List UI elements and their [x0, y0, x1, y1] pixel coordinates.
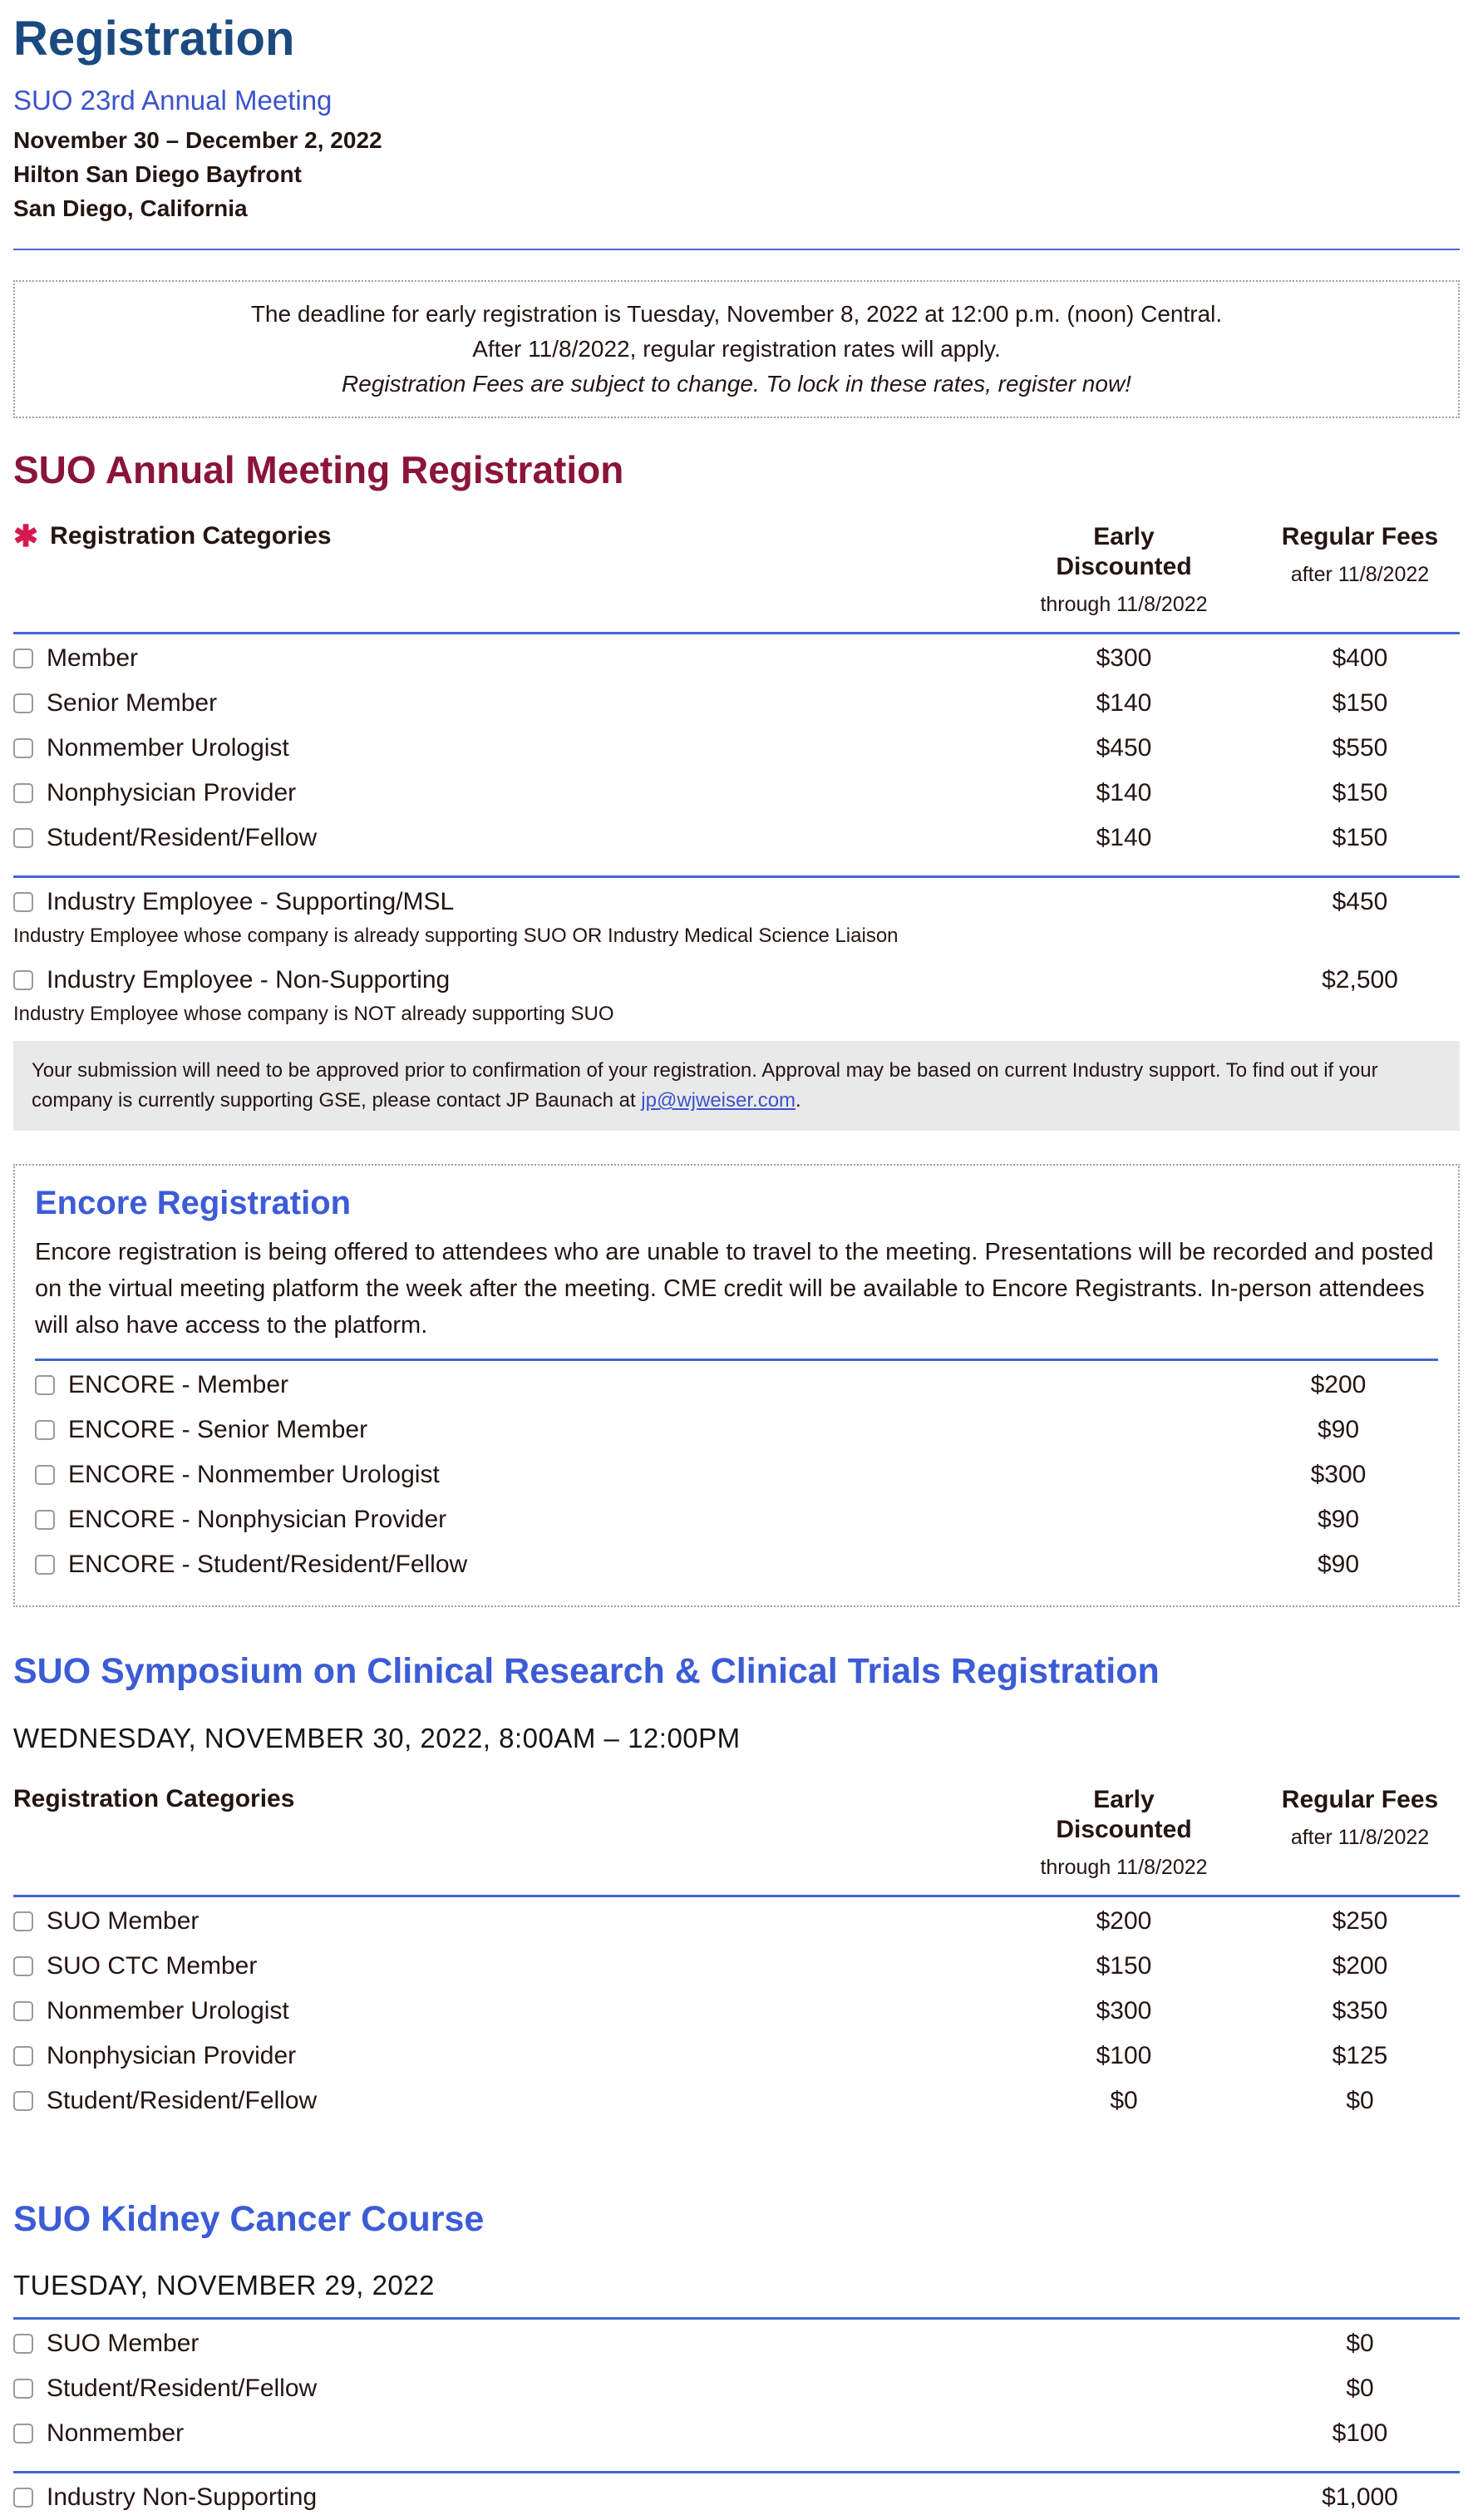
regular-fee: $90 — [1317, 1506, 1360, 1533]
table-divider — [13, 2317, 1460, 2320]
contact-email-link[interactable]: jp@wjweiser.com — [641, 1089, 796, 1112]
regular-fee: $150 — [1332, 824, 1388, 851]
category-label: Industry Non-Supporting — [47, 2483, 318, 2512]
category-checkbox[interactable] — [13, 1956, 33, 1976]
early-discounted-fee: $100 — [1096, 2041, 1152, 2069]
category-checkbox[interactable] — [13, 2379, 33, 2399]
category-label: Nonmember Urologist — [47, 1996, 289, 2024]
category-checkbox[interactable] — [35, 1465, 55, 1485]
category-description: Industry Employee whose company is NOT already supporting SUO — [13, 1003, 614, 1025]
category-label: Student/Resident/Fellow — [47, 824, 318, 851]
regular-fee: $0 — [1346, 2375, 1374, 2403]
fee-table-row — [13, 2034, 1460, 2079]
early-discounted-fee: $300 — [1096, 1996, 1152, 2024]
regular-fee: $90 — [1317, 1416, 1360, 1443]
annual-meeting-section — [13, 448, 1460, 1131]
required-asterisk-icon: ✱ — [13, 519, 39, 553]
kidney-industry-fee-rows — [13, 2475, 1460, 2520]
category-description: Industry Employee whose company is already supporting SUO OR Industry Medical Science Liaison — [13, 925, 899, 947]
fee-table-row — [13, 2321, 1460, 2366]
category-label: ENCORE - Nonphysician Provider — [68, 1506, 447, 1533]
category-label: ENCORE - Senior Member — [68, 1416, 368, 1443]
table-divider — [13, 1895, 1460, 1897]
regular-fees-column-header: Regular Fees after 11/8/2022 — [1281, 1785, 1439, 1849]
fee-table-row — [35, 1497, 1438, 1542]
category-checkbox[interactable] — [13, 2046, 33, 2066]
fee-table-row — [13, 2366, 1460, 2411]
category-checkbox[interactable] — [13, 738, 33, 758]
annual-fee-header — [13, 519, 1460, 617]
regular-fee: $0 — [1346, 2330, 1374, 2358]
symposium-fee-rows — [13, 1899, 1460, 2123]
encore-heading: Encore Registration — [35, 1185, 352, 1221]
categories-column-header — [13, 519, 1024, 553]
category-checkbox[interactable] — [13, 2488, 33, 2508]
regular-fee: $350 — [1332, 1996, 1388, 2024]
category-checkbox[interactable] — [13, 648, 33, 668]
fee-table-row-group — [13, 880, 1460, 948]
industry-fee-rows — [13, 880, 1460, 1026]
regular-fee: $2,500 — [1322, 966, 1398, 994]
fee-table-row — [13, 958, 1460, 1003]
fee-table-row — [13, 2079, 1460, 2123]
event-dates: November 30 – December 2, 2022 — [13, 127, 382, 153]
early-discounted-fee: $140 — [1096, 779, 1152, 806]
category-label: Member — [47, 644, 139, 672]
category-label: ENCORE - Nonmember Urologist — [68, 1461, 440, 1488]
symposium-section — [13, 1650, 1460, 2123]
fee-table-row — [35, 1452, 1438, 1497]
kidney-course-heading: SUO Kidney Cancer Course — [13, 2198, 485, 2239]
fee-table-row — [13, 771, 1460, 816]
early-discounted-column-header: Early Discounted through 11/8/2022 — [1040, 1785, 1208, 1879]
category-checkbox[interactable] — [13, 693, 33, 713]
regular-fee: $250 — [1332, 1906, 1388, 1935]
kidney-course-schedule: TUESDAY, NOVEMBER 29, 2022 — [13, 2270, 435, 2301]
category-label: Nonphysician Provider — [47, 2041, 297, 2069]
fee-table-row — [13, 636, 1460, 681]
regular-fee: $300 — [1310, 1461, 1367, 1488]
category-label: Student/Resident/Fellow — [47, 2086, 318, 2114]
fee-table-row — [13, 1989, 1460, 2034]
table-divider — [13, 875, 1460, 878]
categories-header-label: Registration Categories — [13, 1784, 295, 1812]
deadline-notice — [13, 280, 1460, 418]
regular-fee: $200 — [1310, 1371, 1367, 1398]
category-checkbox[interactable] — [13, 1911, 33, 1931]
fee-table-row — [35, 1363, 1438, 1408]
category-checkbox[interactable] — [13, 828, 33, 848]
fee-table-row — [13, 2411, 1460, 2456]
page-title: Registration — [13, 12, 295, 66]
regular-fee: $125 — [1332, 2041, 1388, 2069]
category-checkbox[interactable] — [13, 783, 33, 803]
approval-note-text: Your submission will need to be approved prior to confirmation of your registration. Approval may be based on current Industry support. To find out if your company is currently supporting GSE, please contact JP Baunach at — [32, 1059, 1378, 1112]
category-checkbox[interactable] — [35, 1510, 55, 1530]
regular-fee: $150 — [1332, 779, 1388, 806]
early-discounted-fee: $140 — [1096, 689, 1152, 717]
table-divider — [13, 632, 1460, 634]
category-label: ENCORE - Member — [68, 1371, 289, 1398]
category-label: Nonmember Urologist — [47, 734, 289, 762]
deadline-line-1: The deadline for early registration is Tuesday, November 8, 2022 at 12:00 p.m. (noon) Central. — [250, 301, 1223, 327]
regular-fee: $550 — [1332, 734, 1388, 762]
category-checkbox[interactable] — [35, 1375, 55, 1395]
kidney-course-section — [13, 2198, 1460, 2520]
encore-description: Encore registration is being offered to attendees who are unable to travel to the meeting. Presentations will be recorded and posted on the virtual meeting platform the week after the meeting. CME credit will be available to Encore Registrants. In-person attendees will also have access to the platform. — [35, 1239, 1434, 1339]
event-name-link[interactable]: SUO 23rd Annual Meeting — [13, 85, 333, 116]
early-discounted-fee: $200 — [1096, 1906, 1152, 1935]
annual-meeting-heading: SUO Annual Meeting Registration — [13, 448, 624, 491]
fee-table-row — [35, 1542, 1438, 1587]
regular-fee: $1,000 — [1322, 2483, 1398, 2512]
early-discounted-fee: $150 — [1096, 1951, 1152, 1980]
event-venue: Hilton San Diego Bayfront — [13, 161, 302, 187]
symposium-heading: SUO Symposium on Clinical Research & Clinical Trials Registration — [13, 1651, 1160, 1691]
deadline-line-3: Registration Fees are subject to change. To lock in these rates, register now! — [342, 371, 1131, 397]
industry-approval-note — [13, 1041, 1460, 1131]
regular-fee: $0 — [1346, 2086, 1374, 2114]
fee-table-row — [13, 1899, 1460, 1944]
category-label: Nonphysician Provider — [47, 779, 297, 806]
fee-table-row — [13, 1944, 1460, 1989]
symposium-schedule: WEDNESDAY, NOVEMBER 30, 2022, 8:00AM – 12:00PM — [13, 1722, 741, 1753]
kidney-fee-rows — [13, 2321, 1460, 2456]
header-divider — [13, 249, 1460, 250]
regular-fees-column-header: Regular Fees after 11/8/2022 — [1281, 523, 1439, 586]
category-checkbox[interactable] — [13, 2424, 33, 2444]
fee-table-row — [13, 816, 1460, 861]
encore-fee-rows — [35, 1363, 1438, 1587]
fee-table-row-group — [13, 958, 1460, 1026]
early-discounted-fee: $140 — [1096, 824, 1152, 851]
category-checkbox[interactable] — [13, 2001, 33, 2021]
category-label: Industry Employee - Supporting/MSL — [47, 888, 455, 915]
category-label: Senior Member — [47, 689, 218, 717]
table-divider — [35, 1359, 1438, 1361]
category-label: Industry Employee - Non-Supporting — [47, 966, 451, 994]
regular-fee: $200 — [1332, 1951, 1388, 1980]
category-label: Nonmember — [47, 2419, 185, 2448]
category-checkbox[interactable] — [35, 1420, 55, 1440]
event-location: San Diego, California — [13, 195, 248, 221]
category-label: Student/Resident/Fellow — [47, 2375, 318, 2403]
deadline-line-2: After 11/8/2022, regular registration rates will apply. — [472, 336, 1001, 362]
table-divider — [13, 2471, 1460, 2473]
approval-note-period: . — [796, 1089, 801, 1112]
category-checkbox[interactable] — [35, 1555, 55, 1575]
category-label: ENCORE - Student/Resident/Fellow — [68, 1551, 468, 1578]
category-label: SUO Member — [47, 2330, 200, 2358]
category-checkbox[interactable] — [13, 970, 33, 990]
early-discounted-fee: $0 — [1110, 2086, 1138, 2114]
early-discounted-fee: $300 — [1096, 644, 1152, 672]
category-checkbox[interactable] — [13, 892, 33, 912]
category-label: SUO Member — [47, 1906, 200, 1935]
fee-table-row — [13, 880, 1460, 925]
categories-header-label: Registration Categories — [50, 522, 332, 550]
regular-fee: $400 — [1332, 644, 1388, 672]
regular-fee: $90 — [1317, 1551, 1360, 1578]
early-discounted-fee: $450 — [1096, 734, 1152, 762]
fee-table-row — [13, 2475, 1460, 2520]
encore-registration-section — [13, 1164, 1460, 1607]
category-checkbox[interactable] — [13, 2091, 33, 2111]
fee-table-row — [35, 1408, 1438, 1452]
category-label: SUO CTC Member — [47, 1951, 258, 1980]
event-details — [13, 123, 1460, 225]
annual-fee-rows — [13, 636, 1460, 861]
early-discounted-column-header: Early Discounted through 11/8/2022 — [1040, 523, 1208, 616]
regular-fee: $450 — [1332, 888, 1388, 915]
symposium-fee-header — [13, 1785, 1460, 1880]
categories-column-header — [13, 1785, 1024, 1813]
registration-page — [0, 12, 1473, 2520]
fee-table-row — [13, 726, 1460, 771]
regular-fee: $150 — [1332, 689, 1388, 717]
regular-fee: $100 — [1332, 2419, 1388, 2448]
fee-table-row — [13, 681, 1460, 726]
category-checkbox[interactable] — [13, 2334, 33, 2354]
